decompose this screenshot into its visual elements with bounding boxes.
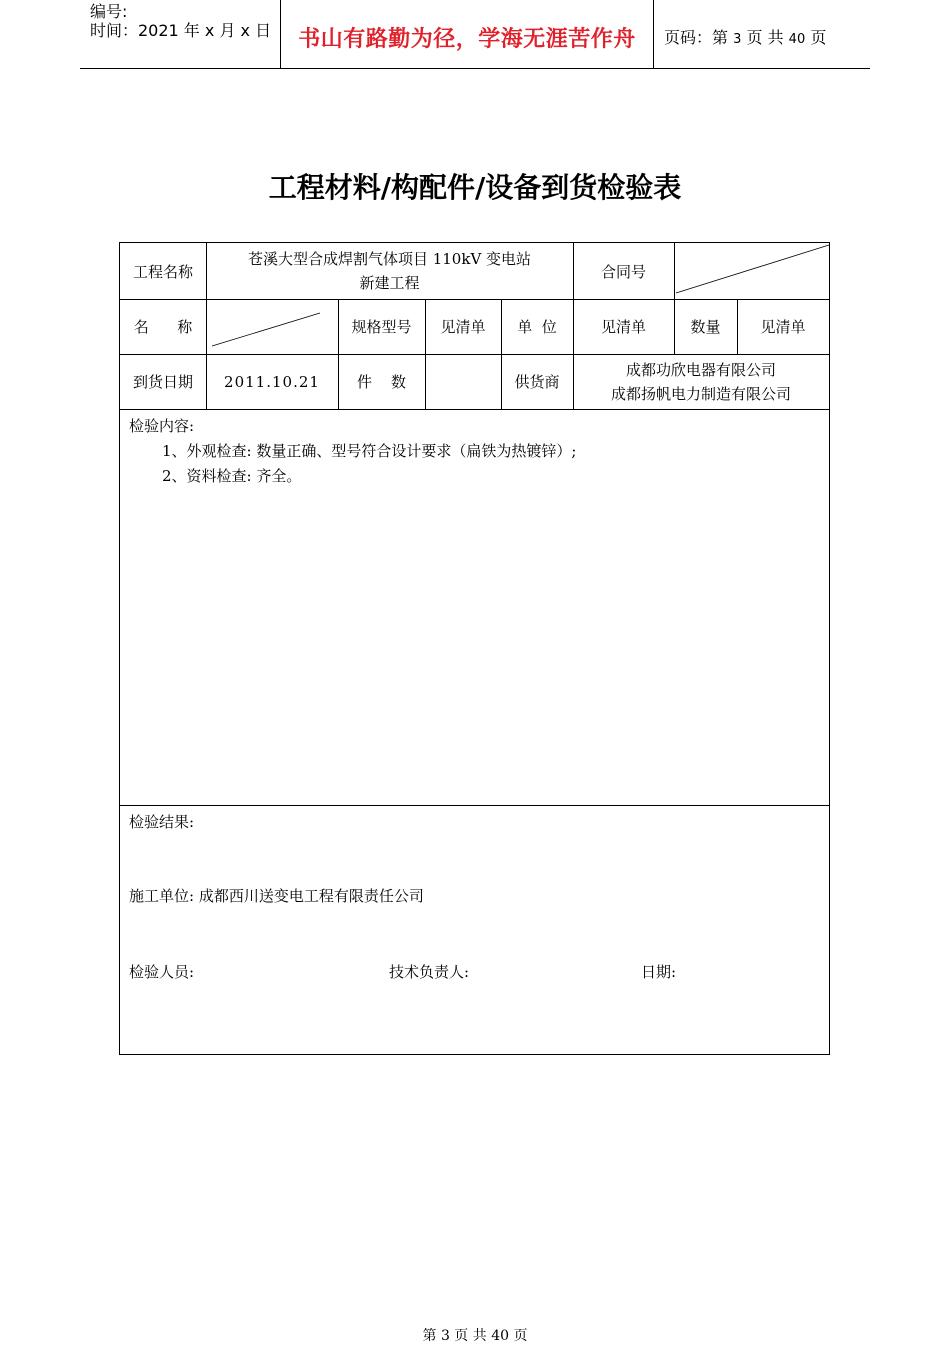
supplier-label: 供货商 [514,373,560,391]
spec-label: 规格型号 [351,318,412,336]
unit-label-cell [501,299,573,354]
inspection-content-label: 检验内容: [129,417,195,435]
spec-value: 见清单 [440,318,486,336]
number-label: 编号: [90,2,128,21]
arrival-date-label: 到货日期 [132,373,193,391]
unit-label: 单 位 [517,318,557,336]
date-label: 日期: [641,963,677,981]
row-divider [120,805,829,806]
supplier-line2: 成都扬帆电力制造有限公司 [610,384,791,403]
quantity-value-cell [737,299,829,354]
motto: 书山有路勤为径，学海无涯苦作舟 [298,27,636,52]
page-total: 40 [788,32,806,47]
name-label: 名 称 [133,318,193,336]
contract-no-label: 合同号 [600,262,646,281]
page-current: 3 [733,32,742,47]
inspection-item: 1、外观检查: 数量正确、型号符合设计要求（扁铁为热镀锌）; [162,442,577,460]
unit-value: 见清单 [600,318,646,336]
arrival-date-label-cell [120,354,206,409]
page-code [664,25,826,48]
contract-no-diagonal [676,245,829,293]
project-name-line1: 苍溪大型合成焊割气体项目 110kV 变电站 [247,250,532,268]
supplier-label-cell [501,354,573,409]
page-suffix: 页 [810,28,827,47]
contract-no-label-cell [573,243,674,299]
project-name-line2: 新建工程 [359,274,420,292]
page-mid: 页 共 [746,28,784,47]
tech-lead-label: 技术负责人: [389,963,470,981]
quantity-label-cell [674,299,737,354]
inspection-result-label: 检验结果: [129,813,195,831]
inspection-form [119,242,830,1055]
document-title: 工程材料/构配件/设备到货检验表 [268,171,682,204]
name-diagonal [212,313,320,346]
project-name-value-cell [206,243,573,299]
project-name-label: 工程名称 [132,262,193,281]
quantity-label: 数量 [690,318,721,336]
quantity-value: 见清单 [760,318,806,336]
time-label: 时间：2021 年 x 月 x 日 [90,21,272,40]
construction-unit: 施工单位: 成都西川送变电工程有限责任公司 [129,887,424,905]
header-page-cell [654,0,870,68]
project-name-label-cell [120,243,206,299]
header-meta-cell [80,0,281,68]
pieces-label-cell [338,354,425,409]
unit-value-cell [573,299,674,354]
inspection-item: 2、资料检查: 齐全。 [162,467,302,485]
spec-value-cell [425,299,501,354]
page-footer: 第 3 页 共 40 页 [422,1328,528,1344]
supplier-line1: 成都功欣电器有限公司 [625,360,776,379]
pieces-label: 件 数 [356,373,407,391]
supplier-value-cell [573,354,829,409]
page-header [80,0,870,69]
page-prefix: 页码：第 [664,28,729,47]
arrival-date-value-cell [206,354,338,409]
name-label-cell [120,299,206,354]
inspector-label: 检验人员: [129,963,195,981]
row-divider [120,409,829,410]
spec-label-cell [338,299,425,354]
arrival-date-value: 2011.10.21 [224,372,320,391]
header-motto-cell [281,0,654,68]
